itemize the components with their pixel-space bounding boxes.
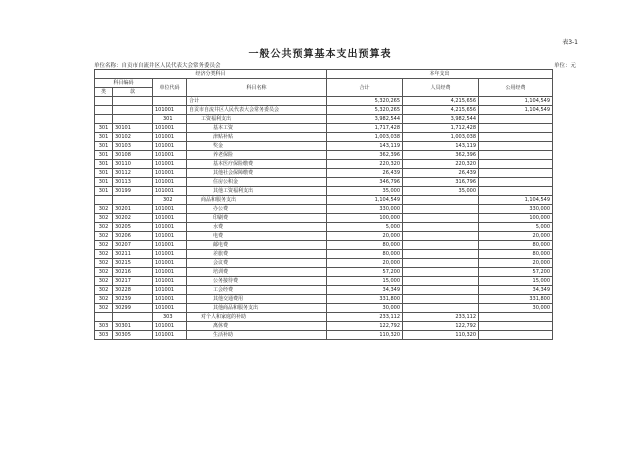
cell-unit-code: 301 — [153, 115, 187, 124]
cell-total: 233,112 — [327, 313, 403, 322]
header-economic-classification: 经济分类科目 — [95, 70, 327, 79]
cell-personnel: 110,320 — [403, 331, 479, 340]
table-row — [95, 295, 553, 304]
cell-total: 362,396 — [327, 151, 403, 160]
header-current-year-expenditure: 本年支出 — [327, 70, 553, 79]
cell-public: 30,000 — [479, 304, 553, 313]
cell-personnel: 3,982,544 — [403, 115, 479, 124]
cell-total: 346,796 — [327, 178, 403, 187]
page-number: 表3-1 — [562, 39, 578, 46]
cell-total: 3,982,544 — [327, 115, 403, 124]
table-row — [95, 214, 553, 223]
cell-subject-name: 津贴补贴 — [187, 133, 327, 142]
cell-kuan: 30239 — [113, 295, 153, 304]
cell-public — [479, 187, 553, 196]
cell-subject-name: 生活补助 — [187, 331, 327, 340]
cell-personnel: 4,215,656 — [403, 97, 479, 106]
cell-personnel — [403, 223, 479, 232]
cell-kuan — [113, 97, 153, 106]
cell-subject-name: 公务接待费 — [187, 277, 327, 286]
cell-public: 80,000 — [479, 250, 553, 259]
page-title: 一般公共预算基本支出预算表 — [248, 49, 392, 60]
cell-unit-code: 101001 — [153, 304, 187, 313]
cell-personnel: 220,320 — [403, 160, 479, 169]
table-row — [95, 250, 553, 259]
cell-subject-name: 住房公积金 — [187, 178, 327, 187]
cell-public: 1,104,549 — [479, 196, 553, 205]
cell-total: 1,003,038 — [327, 133, 403, 142]
cell-unit-code: 101001 — [153, 286, 187, 295]
cell-personnel — [403, 268, 479, 277]
cell-subject-name: 会议费 — [187, 259, 327, 268]
cell-total: 80,000 — [327, 241, 403, 250]
cell-lei: 303 — [95, 331, 113, 340]
cell-lei: 302 — [95, 232, 113, 241]
cell-lei — [95, 196, 113, 205]
table-row — [95, 178, 553, 187]
cell-subject-name: 其他社会保障缴费 — [187, 169, 327, 178]
cell-kuan: 30102 — [113, 133, 153, 142]
cell-subject-name: 差旅费 — [187, 250, 327, 259]
table-row — [95, 304, 553, 313]
cell-subject-name: 自贡市自流井区人民代表大会常务委员会 — [187, 106, 327, 115]
cell-total: 34,349 — [327, 286, 403, 295]
table-row — [95, 313, 553, 322]
cell-total: 30,000 — [327, 304, 403, 313]
cell-personnel: 26,439 — [403, 169, 479, 178]
table-row — [95, 124, 553, 133]
cell-total: 35,000 — [327, 187, 403, 196]
cell-personnel: 1,712,428 — [403, 124, 479, 133]
table-row — [95, 259, 553, 268]
header-public-funds: 公用经费 — [479, 79, 553, 97]
cell-lei: 302 — [95, 295, 113, 304]
cell-public — [479, 178, 553, 187]
cell-lei: 302 — [95, 250, 113, 259]
cell-unit-code: 101001 — [153, 250, 187, 259]
cell-lei: 302 — [95, 268, 113, 277]
cell-public — [479, 169, 553, 178]
cell-personnel — [403, 214, 479, 223]
cell-unit-code: 101001 — [153, 133, 187, 142]
cell-lei: 302 — [95, 205, 113, 214]
cell-lei: 302 — [95, 241, 113, 250]
cell-kuan: 30101 — [113, 124, 153, 133]
cell-lei: 303 — [95, 322, 113, 331]
cell-personnel: 4,215,656 — [403, 106, 479, 115]
cell-lei: 302 — [95, 223, 113, 232]
cell-public — [479, 151, 553, 160]
cell-subject-name: 养老保险 — [187, 151, 327, 160]
cell-public: 1,104,549 — [479, 97, 553, 106]
table-row — [95, 169, 553, 178]
cell-public — [479, 124, 553, 133]
cell-lei: 301 — [95, 151, 113, 160]
cell-subject-name: 工会经费 — [187, 286, 327, 295]
header-personnel-funds: 人员经费 — [403, 79, 479, 97]
cell-public: 5,000 — [479, 223, 553, 232]
cell-public: 1,104,549 — [479, 106, 553, 115]
cell-kuan: 30202 — [113, 214, 153, 223]
cell-kuan: 30305 — [113, 331, 153, 340]
cell-public: 20,000 — [479, 232, 553, 241]
cell-subject-name: 奖金 — [187, 142, 327, 151]
table-row — [95, 241, 553, 250]
cell-public — [479, 322, 553, 331]
table-row — [95, 151, 553, 160]
cell-subject-name: 基本工资 — [187, 124, 327, 133]
cell-subject-name: 离休费 — [187, 322, 327, 331]
cell-personnel — [403, 277, 479, 286]
cell-lei — [95, 106, 113, 115]
cell-lei: 301 — [95, 178, 113, 187]
cell-kuan: 30108 — [113, 151, 153, 160]
cell-total: 5,000 — [327, 223, 403, 232]
cell-unit-code: 101001 — [153, 241, 187, 250]
cell-total: 143,119 — [327, 142, 403, 151]
cell-kuan: 30205 — [113, 223, 153, 232]
cell-subject-name: 对个人和家庭的补助 — [187, 313, 327, 322]
cell-total: 220,320 — [327, 160, 403, 169]
cell-unit-code: 101001 — [153, 232, 187, 241]
cell-personnel — [403, 259, 479, 268]
cell-total: 122,792 — [327, 322, 403, 331]
header-subject-name: 科目名称 — [187, 79, 327, 97]
table-row — [95, 133, 553, 142]
cell-lei: 301 — [95, 142, 113, 151]
cell-lei: 302 — [95, 259, 113, 268]
cell-unit-code: 101001 — [153, 160, 187, 169]
cell-lei: 301 — [95, 187, 113, 196]
cell-subject-name: 水费 — [187, 223, 327, 232]
cell-unit-code: 101001 — [153, 322, 187, 331]
cell-public: 100,000 — [479, 214, 553, 223]
cell-subject-name: 电费 — [187, 232, 327, 241]
cell-public — [479, 313, 553, 322]
table-row — [95, 268, 553, 277]
cell-personnel: 143,119 — [403, 142, 479, 151]
budget-table — [94, 69, 553, 340]
cell-lei — [95, 313, 113, 322]
cell-total: 80,000 — [327, 250, 403, 259]
table-row — [95, 142, 553, 151]
cell-lei: 302 — [95, 277, 113, 286]
cell-public: 34,349 — [479, 286, 553, 295]
cell-lei — [95, 97, 113, 106]
cell-subject-name: 其他工资福利支出 — [187, 187, 327, 196]
table-row — [95, 187, 553, 196]
table-row — [95, 223, 553, 232]
cell-personnel — [403, 304, 479, 313]
cell-kuan: 30201 — [113, 205, 153, 214]
cell-total: 331,800 — [327, 295, 403, 304]
cell-subject-name: 合计 — [187, 97, 327, 106]
table-row — [95, 115, 553, 124]
cell-personnel: 362,396 — [403, 151, 479, 160]
cell-lei — [95, 115, 113, 124]
cell-kuan: 30113 — [113, 178, 153, 187]
cell-personnel: 122,792 — [403, 322, 479, 331]
cell-public: 330,000 — [479, 205, 553, 214]
cell-unit-code: 101001 — [153, 142, 187, 151]
cell-public: 15,000 — [479, 277, 553, 286]
cell-total: 57,200 — [327, 268, 403, 277]
table-row — [95, 97, 553, 106]
table-row — [95, 106, 553, 115]
cell-kuan: 30216 — [113, 268, 153, 277]
cell-personnel — [403, 196, 479, 205]
cell-personnel — [403, 205, 479, 214]
cell-unit-code: 101001 — [153, 169, 187, 178]
cell-kuan — [113, 313, 153, 322]
cell-kuan: 30228 — [113, 286, 153, 295]
cell-unit-code: 101001 — [153, 178, 187, 187]
cell-lei: 301 — [95, 124, 113, 133]
cell-total: 1,104,549 — [327, 196, 403, 205]
cell-unit-code: 302 — [153, 196, 187, 205]
cell-kuan: 30215 — [113, 259, 153, 268]
table-row — [95, 160, 553, 169]
cell-public — [479, 160, 553, 169]
cell-unit-code: 101001 — [153, 205, 187, 214]
cell-unit-code: 101001 — [153, 268, 187, 277]
cell-kuan — [113, 196, 153, 205]
cell-kuan: 30103 — [113, 142, 153, 151]
table-row — [95, 196, 553, 205]
cell-public: 331,800 — [479, 295, 553, 304]
cell-subject-name: 商品和服务支出 — [187, 196, 327, 205]
cell-personnel: 35,000 — [403, 187, 479, 196]
cell-total: 5,320,265 — [327, 97, 403, 106]
cell-kuan — [113, 106, 153, 115]
cell-unit-code: 101001 — [153, 214, 187, 223]
cell-unit-code: 101001 — [153, 124, 187, 133]
cell-unit-code: 101001 — [153, 151, 187, 160]
cell-personnel — [403, 286, 479, 295]
cell-kuan: 30299 — [113, 304, 153, 313]
cell-public — [479, 142, 553, 151]
cell-unit-code: 101001 — [153, 223, 187, 232]
cell-kuan: 30217 — [113, 277, 153, 286]
cell-public — [479, 331, 553, 340]
cell-public — [479, 133, 553, 142]
cell-total: 100,000 — [327, 214, 403, 223]
currency-unit: 单位：元 — [553, 63, 576, 69]
cell-public — [479, 115, 553, 124]
header-total: 合计 — [327, 79, 403, 97]
cell-unit-code: 101001 — [153, 331, 187, 340]
cell-unit-code: 101001 — [153, 259, 187, 268]
header-kuan: 款 — [113, 88, 153, 97]
cell-public: 80,000 — [479, 241, 553, 250]
cell-kuan: 30207 — [113, 241, 153, 250]
cell-subject-name: 工资福利支出 — [187, 115, 327, 124]
cell-subject-name: 其他商品和服务支出 — [187, 304, 327, 313]
table-row — [95, 232, 553, 241]
cell-subject-name: 邮电费 — [187, 241, 327, 250]
cell-kuan: 30199 — [113, 187, 153, 196]
cell-total: 1,717,428 — [327, 124, 403, 133]
unit-name: 单位名称：自贡市自流井区人民代表大会常务委员会 — [94, 63, 221, 69]
cell-kuan: 30211 — [113, 250, 153, 259]
cell-lei: 301 — [95, 133, 113, 142]
cell-total: 26,439 — [327, 169, 403, 178]
cell-lei: 302 — [95, 286, 113, 295]
cell-subject-name: 办公费 — [187, 205, 327, 214]
cell-personnel — [403, 241, 479, 250]
cell-total: 5,320,265 — [327, 106, 403, 115]
cell-unit-code: 101001 — [153, 187, 187, 196]
cell-lei: 301 — [95, 169, 113, 178]
cell-personnel: 1,003,038 — [403, 133, 479, 142]
cell-total: 15,000 — [327, 277, 403, 286]
cell-unit-code: 101001 — [153, 277, 187, 286]
cell-kuan: 30110 — [113, 160, 153, 169]
cell-unit-code — [153, 97, 187, 106]
cell-kuan — [113, 115, 153, 124]
table-row — [95, 286, 553, 295]
cell-kuan: 30206 — [113, 232, 153, 241]
cell-subject-name: 印刷费 — [187, 214, 327, 223]
cell-public: 57,200 — [479, 268, 553, 277]
cell-lei: 301 — [95, 160, 113, 169]
table-row — [95, 331, 553, 340]
cell-unit-code: 101001 — [153, 295, 187, 304]
cell-total: 330,000 — [327, 205, 403, 214]
header-subject-code: 科目编码 — [95, 79, 153, 88]
cell-subject-name: 基本医疗保险缴费 — [187, 160, 327, 169]
cell-personnel — [403, 295, 479, 304]
table-row — [95, 205, 553, 214]
cell-lei: 302 — [95, 214, 113, 223]
cell-personnel: 316,796 — [403, 178, 479, 187]
cell-unit-code: 303 — [153, 313, 187, 322]
cell-kuan: 30112 — [113, 169, 153, 178]
cell-subject-name: 培训费 — [187, 268, 327, 277]
cell-total: 110,320 — [327, 331, 403, 340]
header-unit-code: 单位代码 — [153, 79, 187, 97]
cell-total: 20,000 — [327, 259, 403, 268]
cell-unit-code: 101001 — [153, 106, 187, 115]
cell-public: 20,000 — [479, 259, 553, 268]
cell-lei: 302 — [95, 304, 113, 313]
header-lei: 类 — [95, 88, 113, 97]
cell-total: 20,000 — [327, 232, 403, 241]
cell-personnel — [403, 250, 479, 259]
table-row — [95, 322, 553, 331]
table-row — [95, 277, 553, 286]
cell-subject-name: 其他交通费用 — [187, 295, 327, 304]
cell-personnel: 233,112 — [403, 313, 479, 322]
cell-kuan: 30301 — [113, 322, 153, 331]
cell-personnel — [403, 232, 479, 241]
